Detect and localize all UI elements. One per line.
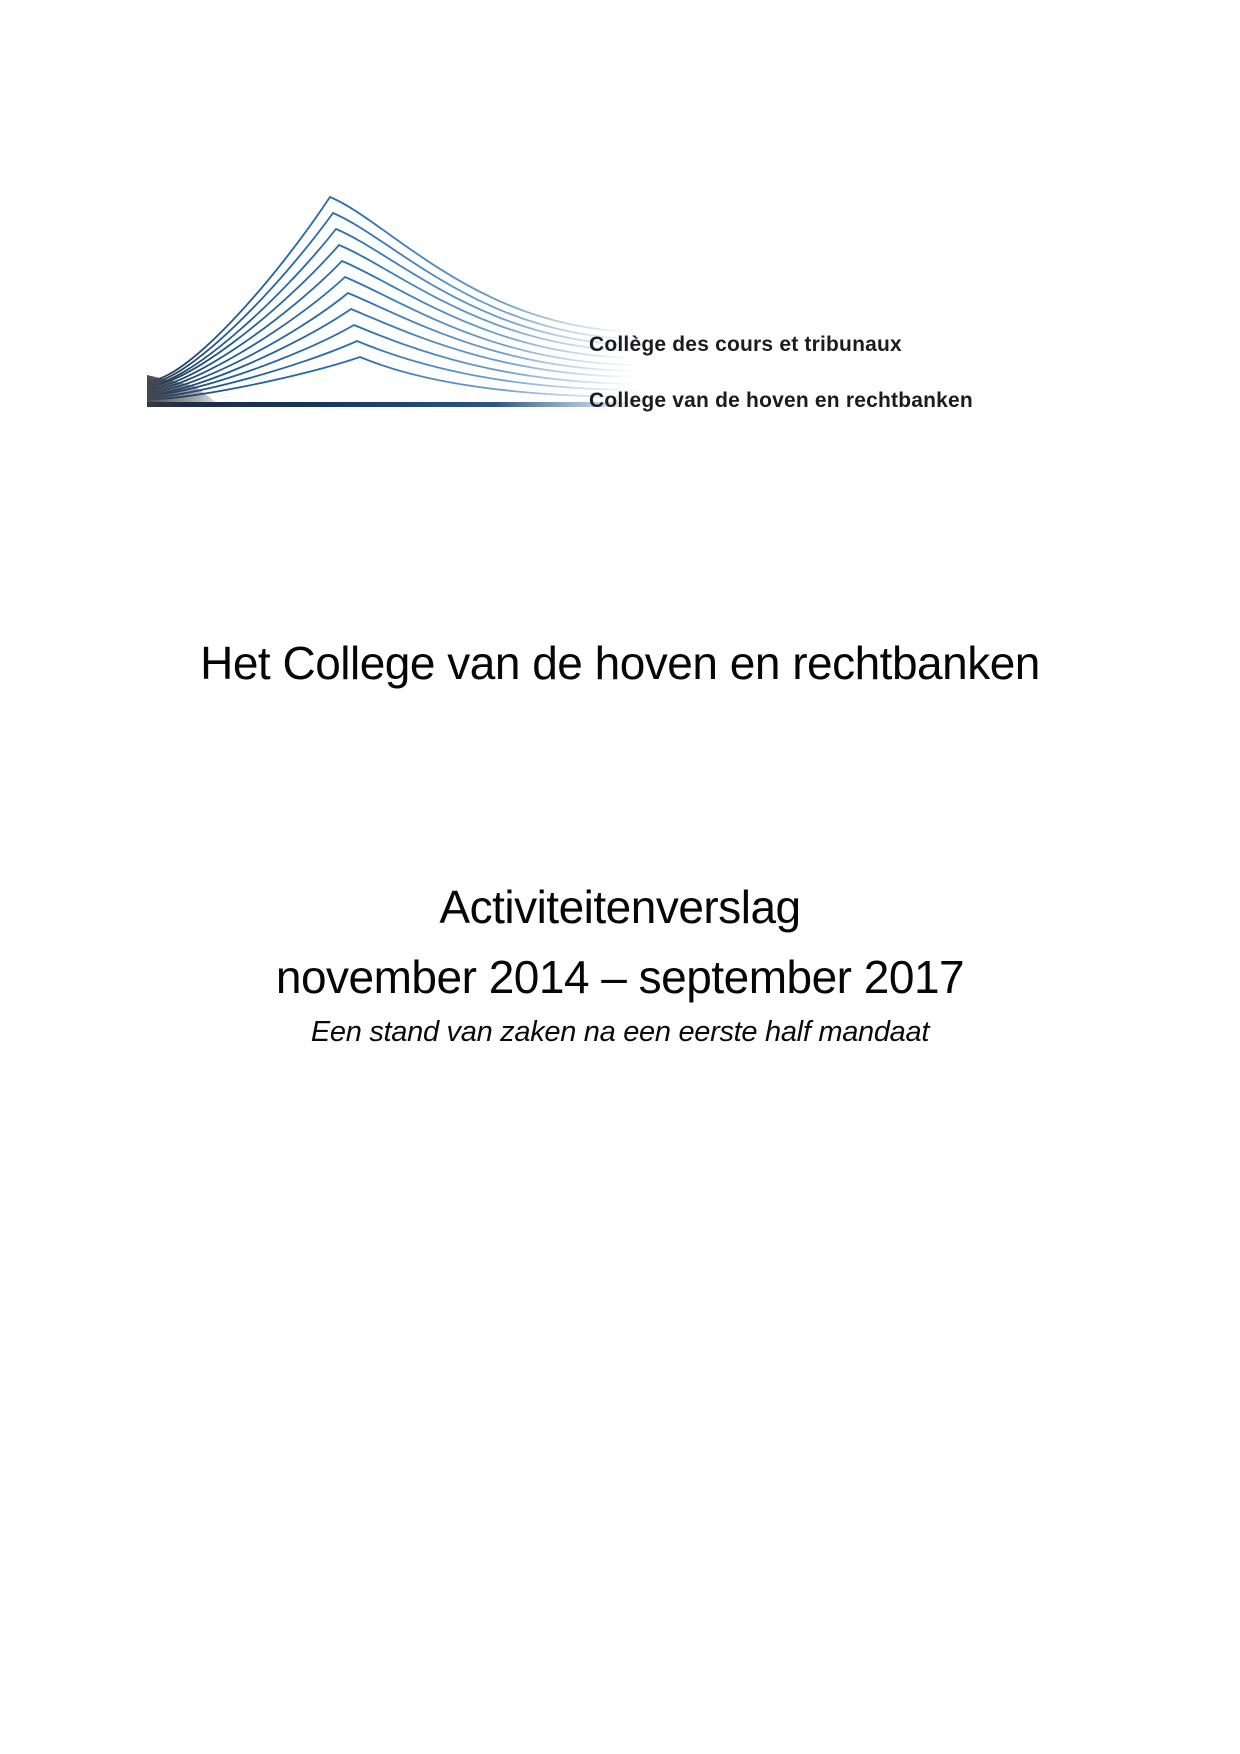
organization-logo bbox=[0, 0, 1240, 430]
org-name-dutch: College van de hoven en rechtbanken bbox=[589, 389, 973, 412]
wave-lines-logo-icon bbox=[145, 185, 645, 410]
cover-report-period: november 2014 – september 2017 bbox=[275, 951, 965, 1003]
cover-report-type: Activiteitenverslag bbox=[439, 881, 801, 933]
cover-title: Het College van de hoven en rechtbanken bbox=[200, 637, 1040, 689]
org-name-french: Collège des cours et tribunaux bbox=[589, 333, 902, 356]
cover-subtitle: Een stand van zaken na een eerste half mandaat bbox=[310, 1016, 930, 1048]
